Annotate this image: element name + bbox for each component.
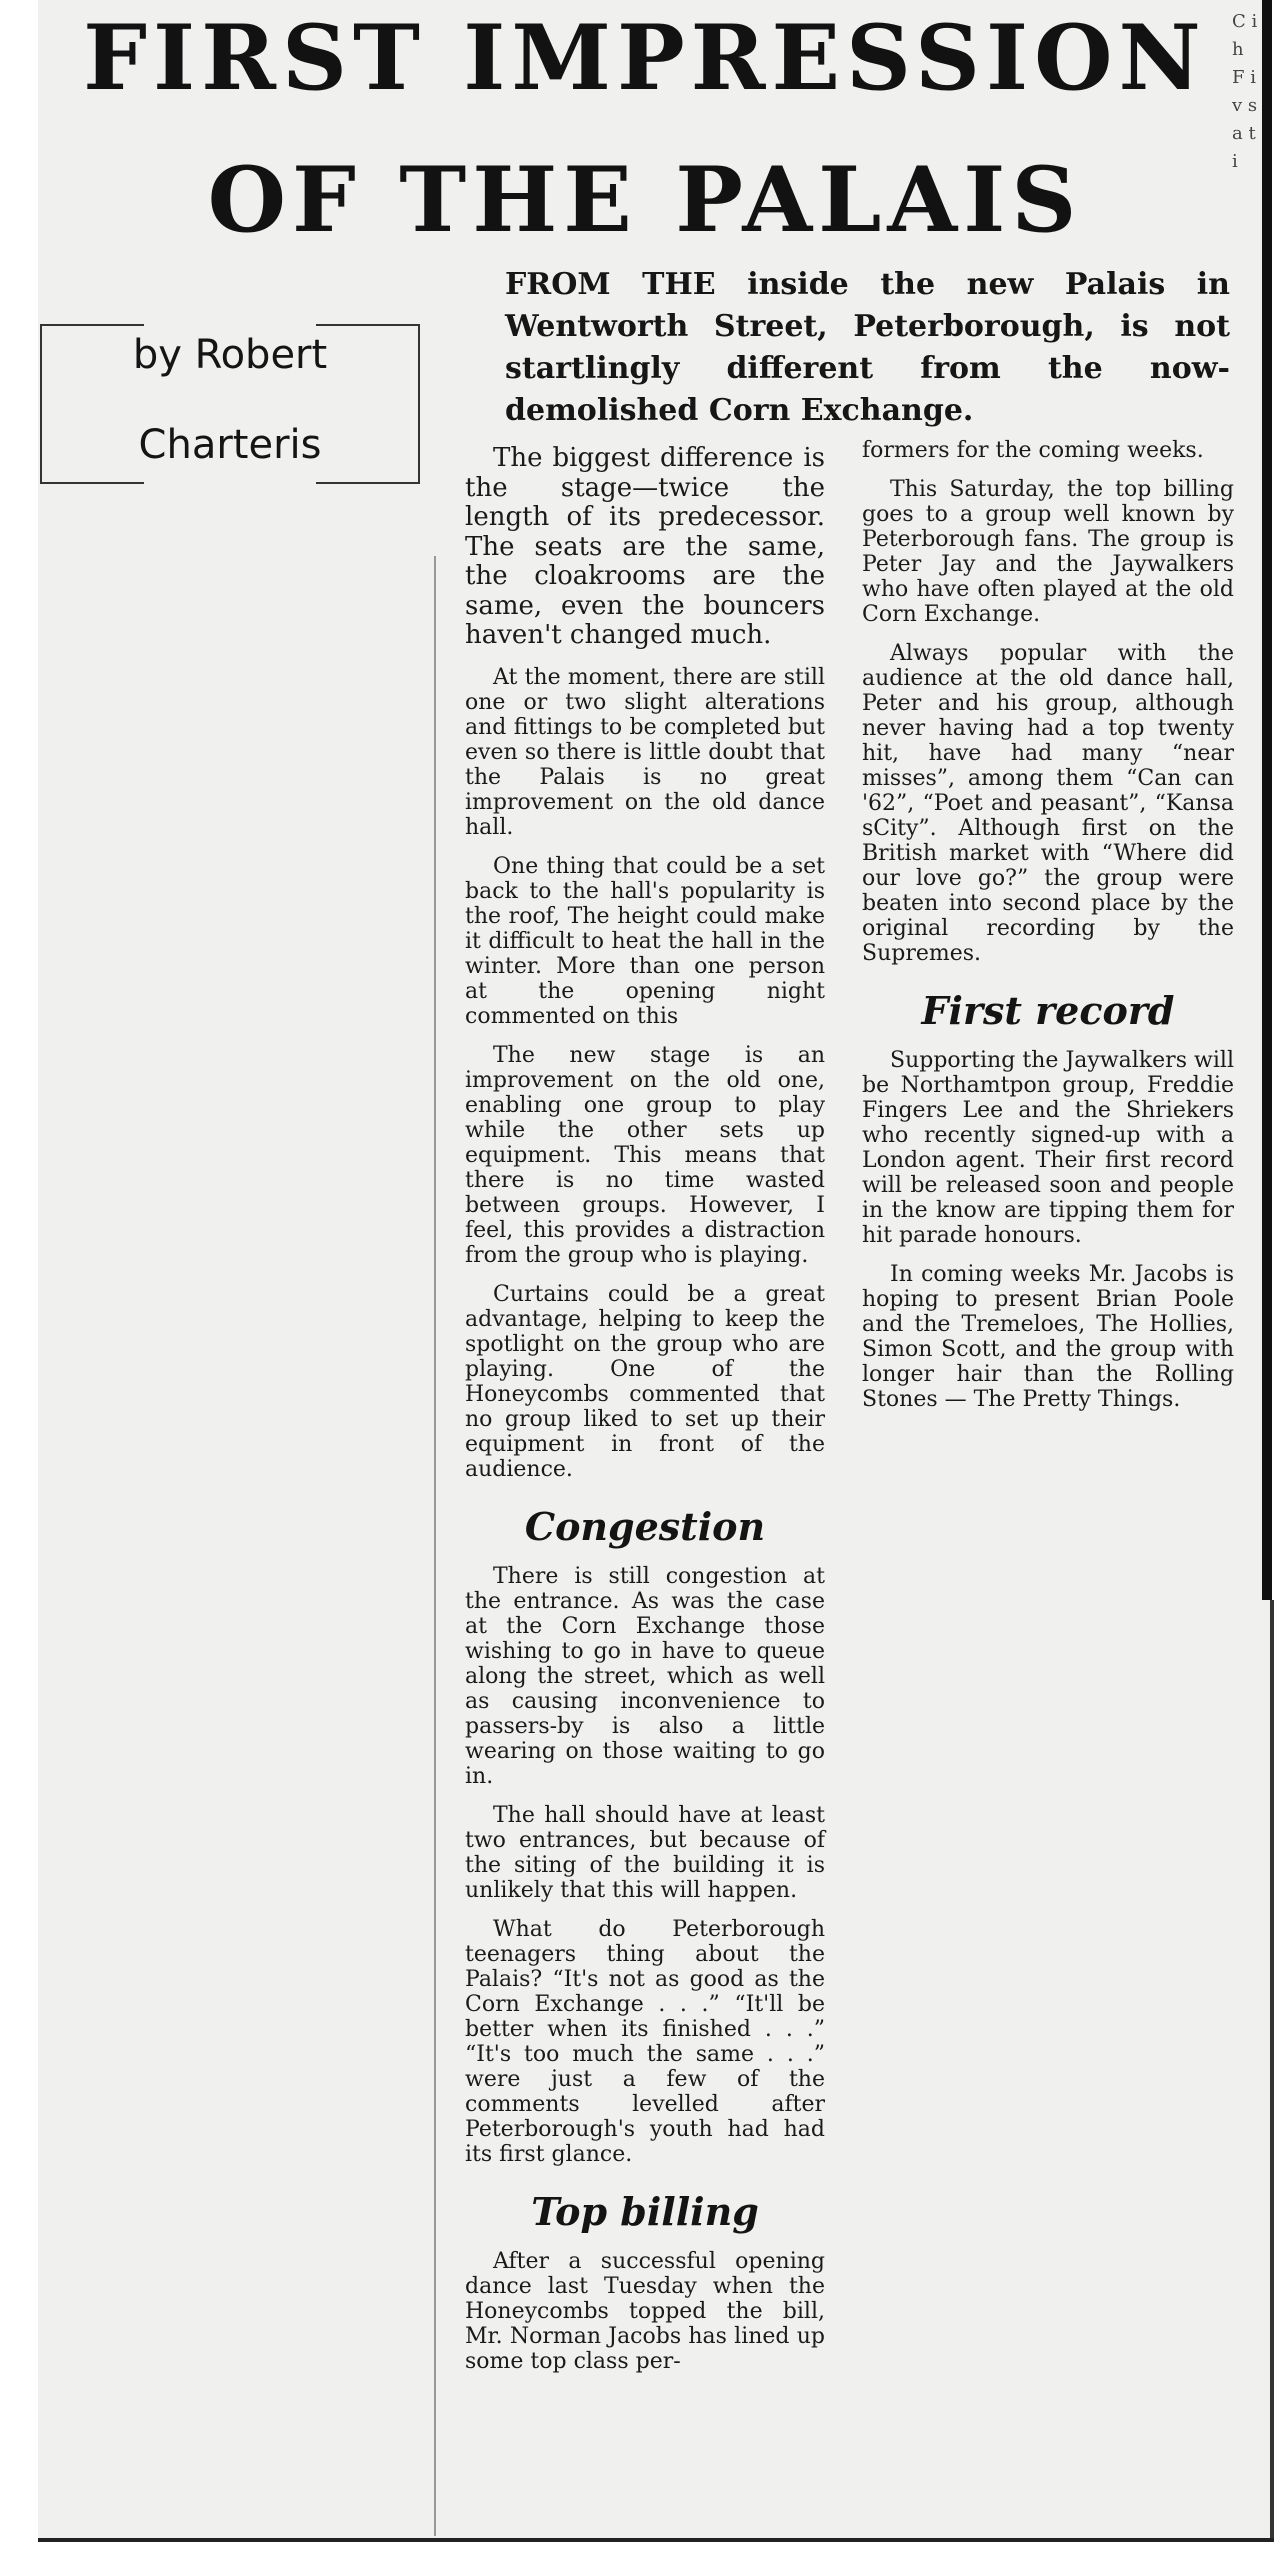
headline-line-2: OF THE PALAIS: [207, 147, 1083, 253]
paragraph: Always popular with the audience at the old dance hall, Peter and his group, although never having had a top twenty hit, have had many “near misses”, among them “Can can '62”, “Poet and peasant”, “Kansa sCity”. Although first on the British market with “Where did our love go?” the group were beaten into second place by the original recording by the Supremes.: [862, 641, 1234, 966]
standfirst: FROM THE inside the new Palais in Wentworth Street, Peterborough, is not startlingly different from the now-demolished Corn Exchange.: [505, 267, 1230, 428]
paragraph: The biggest difference is the stage—twice the length of its predecessor. The seats are the same, the cloakrooms are the same, even the bouncers haven't changed much.: [465, 443, 825, 650]
byline-line-1: by Robert: [132, 332, 328, 378]
paragraph: The new stage is an improvement on the old one, enabling one group to play while the other sets up equipment. This means that there is no time wasted between groups. However, I feel, this provides a distraction from the group who is playing.: [465, 1042, 825, 1268]
paragraph: Curtains could be a great advantage, helping to keep the spotlight on the group who are playing. One of the Honeycombs commented that no group liked to set up their equipment in front of the audience.: [465, 1281, 825, 1482]
paragraph: The hall should have at least two entrances, but because of the siting of the building it is unlikely that this will happen.: [465, 1802, 825, 1903]
paragraph: formers for the coming weeks.: [862, 438, 1204, 463]
paragraph: After a successful opening dance last Tuesday when the Honeycombs topped the bill, Mr. Norman Jacobs has lined up some top class per-: [465, 2248, 825, 2374]
article-column-left: [465, 444, 825, 2388]
subhead-first-record: First record: [921, 988, 1175, 1033]
column-rule: [434, 556, 436, 2536]
subhead-top-billing: Top billing: [531, 2188, 759, 2234]
subhead-congestion: Congestion: [524, 1503, 766, 1549]
article-column-right: [862, 438, 1234, 1426]
byline-box: [40, 324, 420, 484]
page-edge-bottom: [38, 2538, 1274, 2542]
paragraph: This Saturday, the top billing goes to a group well known by Peterborough fans. The group is Peter Jay and the Jaywalkers who have often played at the old Corn Exchange.: [862, 477, 1234, 627]
paragraph: At the moment, there are still one or two slight alterations and fittings to be completed but even so there is little doubt that the Palais is no great improvement on the old dance hall.: [465, 664, 825, 840]
byline-line-2: Charteris: [138, 422, 322, 468]
paragraph: There is still congestion at the entrance. As was the case at the Corn Exchange those wishing to go in have to queue along the street, which as well as causing inconvenience to passers-by is also a little wearing on those waiting to go in.: [465, 1563, 825, 1789]
headline-line-1: FIRST IMPRESSION: [83, 5, 1207, 111]
paragraph: In coming weeks Mr. Jacobs is hoping to present Brian Poole and the Tremeloes, The Hollies, Simon Scott, and the group with longer hair than the Rolling Stones — The Pretty Things.: [862, 1262, 1234, 1412]
paragraph: Supporting the Jaywalkers will be Northamtpon group, Freddie Fingers Lee and the Shriekers who recently signed-up with a London agent. Their first record will be released soon and people in the know are tipping them for hit parade honours.: [862, 1048, 1234, 1248]
stray-margin-text: C i h F i v s a t i: [1232, 11, 1258, 172]
page-edge-right: [1262, 0, 1272, 1600]
paragraph: One thing that could be a set back to the hall's popularity is the roof, The height could make it difficult to heat the hall in the winter. More than one person at the opening night commented on this: [465, 853, 825, 1029]
paragraph: What do Peterborough teenagers thing about the Palais? “It's not as good as the Corn Exchange . . .” “It'll be better when its finished . . .” “It's too much the same . . .” were just a few of the comments levelled after Peterborough's youth had had its first glance.: [465, 1916, 825, 2167]
page-edge-right-lower: [1270, 1600, 1274, 2542]
